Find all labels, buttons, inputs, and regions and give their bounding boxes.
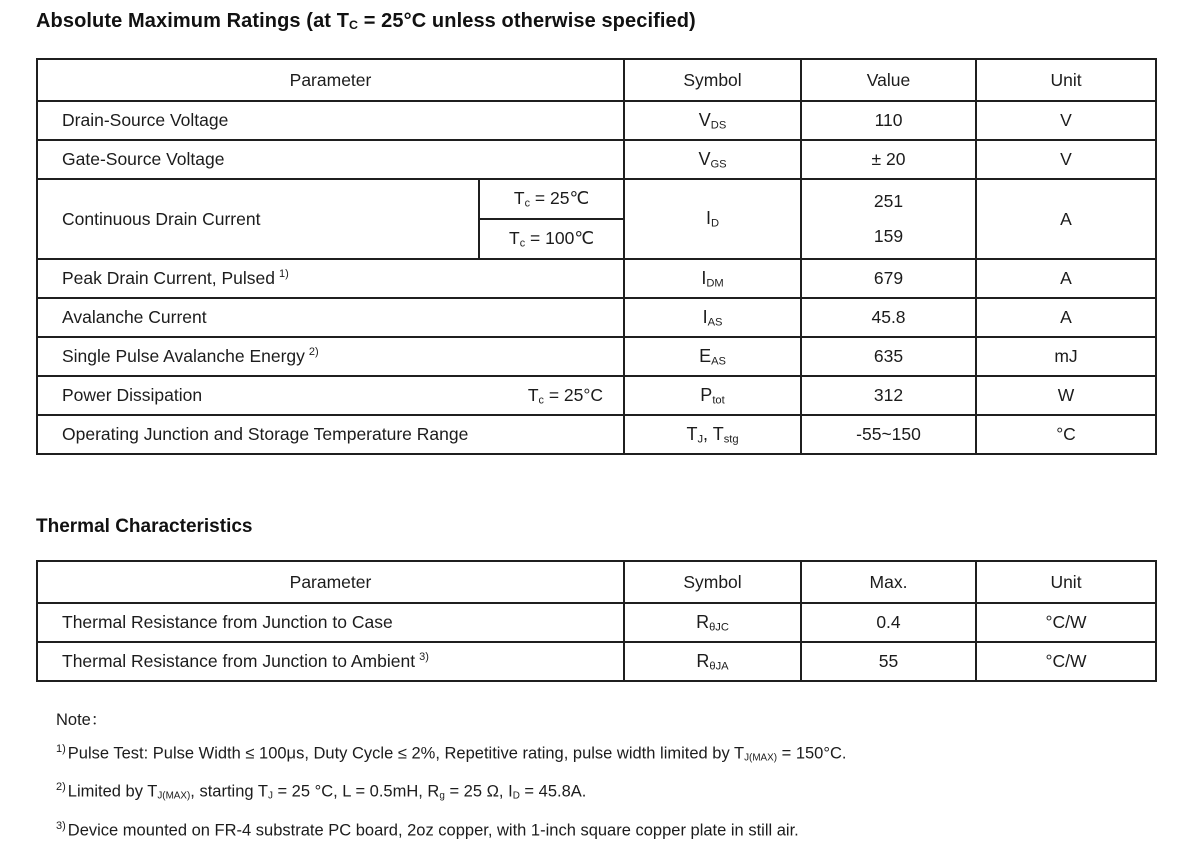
column-header-symbol: Symbol <box>624 59 801 101</box>
column-header-parameter: Parameter <box>37 561 624 603</box>
note-text: = 25 Ω, I <box>444 782 513 801</box>
symbol-subscript: DM <box>706 277 724 290</box>
table-header-row <box>37 59 1156 101</box>
note-text: , starting T <box>190 782 268 801</box>
symbol-subscript: DS <box>710 119 727 132</box>
cell-value: 0.4 <box>801 603 976 642</box>
cell-symbol <box>624 179 801 259</box>
note-text: = 25 °C, L = 0.5mH, R <box>272 782 440 801</box>
condition-main: T <box>509 228 520 249</box>
table-row <box>37 101 1156 140</box>
column-header-symbol: Symbol <box>624 561 801 603</box>
column-header-parameter: Parameter <box>37 59 624 101</box>
cell-value: 110 <box>801 101 976 140</box>
cell-symbol <box>624 642 801 681</box>
symbol-main: P <box>700 384 713 405</box>
table-row <box>37 337 1156 376</box>
note-3 <box>56 815 1156 842</box>
thermal-characteristics-table <box>36 560 1157 682</box>
note-text: Limited by T <box>67 782 158 801</box>
cell-parameter <box>37 642 624 681</box>
cell-value: -55~150 <box>801 415 976 454</box>
cell-parameter: Continuous Drain Current <box>37 179 479 259</box>
value-tc100: 159 <box>873 226 904 246</box>
cell-parameter <box>37 376 624 415</box>
symbol-subscript: J <box>697 433 704 446</box>
cell-symbol <box>624 415 801 454</box>
cell-value: 635 <box>801 337 976 376</box>
cell-unit: mJ <box>976 337 1156 376</box>
page-title <box>36 10 696 33</box>
table-row <box>37 298 1156 337</box>
symbol-subscript: tot <box>712 394 725 407</box>
cell-unit: W <box>976 376 1156 415</box>
footnote-ref: 1) <box>279 268 289 281</box>
column-header-unit: Unit <box>976 561 1156 603</box>
symbol-main: T <box>686 423 698 444</box>
cell-value: 679 <box>801 259 976 298</box>
table-row <box>37 140 1156 179</box>
column-header-max: Max. <box>801 561 976 603</box>
title-text: Absolute Maximum Ratings (at T <box>36 10 350 32</box>
cell-symbol <box>624 101 801 140</box>
cell-value: 45.8 <box>801 298 976 337</box>
cell-condition-tc100 <box>479 219 624 259</box>
table-row <box>37 603 1156 642</box>
footnote-ref: 3) <box>419 651 429 664</box>
cell-value <box>801 179 976 259</box>
cell-condition-tc25 <box>479 179 624 219</box>
note-subscript: J <box>267 790 273 802</box>
title-subscript: C <box>349 18 359 33</box>
notes-label: Note： <box>56 711 108 729</box>
condition-rest: = 25℃ <box>530 188 590 209</box>
cell-symbol <box>624 376 801 415</box>
note-ref: 2) <box>56 781 66 794</box>
symbol-subscript: AS <box>711 355 726 368</box>
condition-subscript: c <box>519 237 526 250</box>
symbol-subscript: GS <box>710 158 727 171</box>
cell-symbol <box>624 298 801 337</box>
title-text-rest: = 25°C unless otherwise specified) <box>358 10 696 32</box>
condition-subscript: c <box>538 394 544 407</box>
note-subscript: D <box>512 790 520 802</box>
cell-parameter: Thermal Resistance from Junction to Case <box>37 603 624 642</box>
symbol-main: I <box>702 306 708 327</box>
cell-unit: A <box>976 259 1156 298</box>
cell-unit: A <box>976 298 1156 337</box>
notes-section <box>56 706 1156 848</box>
cell-unit: °C/W <box>976 642 1156 681</box>
parameter-text: Single Pulse Avalanche Energy <box>62 346 305 366</box>
note-subscript: J(MAX) <box>744 752 778 764</box>
table-row <box>37 415 1156 454</box>
cell-parameter: Avalanche Current <box>37 298 624 337</box>
note-2 <box>56 776 1156 807</box>
symbol-main: I <box>701 267 707 288</box>
note-1 <box>56 738 1156 769</box>
symbol-subscript: D <box>710 217 720 230</box>
cell-unit: V <box>976 101 1156 140</box>
note-subscript: g <box>439 790 445 802</box>
cell-symbol <box>624 140 801 179</box>
table-header-row <box>37 561 1156 603</box>
cell-value: 55 <box>801 642 976 681</box>
symbol-main: V <box>698 148 711 169</box>
note-text: = 150°C. <box>777 744 847 763</box>
note-text: = 45.8A. <box>519 782 587 801</box>
condition-rest: = 25°C <box>543 384 604 405</box>
condition-rest: = 100℃ <box>525 228 594 249</box>
symbol-main: R <box>696 650 710 671</box>
cell-parameter <box>37 259 624 298</box>
symbol-subscript: stg <box>723 433 739 446</box>
cell-value: ± 20 <box>801 140 976 179</box>
cell-parameter: Operating Junction and Storage Temperature Range <box>37 415 624 454</box>
cell-symbol <box>624 337 801 376</box>
note-text: Device mounted on FR-4 substrate PC board, 2oz copper, with 1-inch square copper plate in still air. <box>67 821 799 840</box>
cell-parameter <box>37 337 624 376</box>
condition-main: T <box>527 384 539 405</box>
condition-main: T <box>513 188 525 209</box>
cell-symbol <box>624 259 801 298</box>
symbol-subscript: AS <box>707 316 723 329</box>
cell-parameter: Drain-Source Voltage <box>37 101 624 140</box>
symbol-main: R <box>696 611 710 632</box>
symbol-subscript: θJC <box>709 621 729 634</box>
cell-value: 312 <box>801 376 976 415</box>
table-row <box>37 259 1156 298</box>
column-header-value: Value <box>801 59 976 101</box>
symbol-subscript: θJA <box>709 660 729 673</box>
cell-unit: °C <box>976 415 1156 454</box>
table-row <box>37 642 1156 681</box>
symbol-main: E <box>699 345 712 366</box>
cell-symbol <box>624 603 801 642</box>
note-ref: 3) <box>56 819 66 832</box>
cell-unit: °C/W <box>976 603 1156 642</box>
parameter-text: Peak Drain Current, Pulsed <box>62 268 276 288</box>
note-text: Pulse Test: Pulse Width ≤ 100μs, Duty Cycle ≤ 2%, Repetitive rating, pulse width limited by T <box>67 744 745 763</box>
absolute-maximum-ratings-table <box>36 58 1157 455</box>
note-subscript: J(MAX) <box>157 790 191 802</box>
table-row <box>37 179 1156 219</box>
symbol-main: I <box>705 208 711 229</box>
table-row <box>37 376 1156 415</box>
condition-text <box>528 385 603 406</box>
note-ref: 1) <box>56 743 66 755</box>
cell-unit: A <box>976 179 1156 259</box>
parameter-text: Power Dissipation <box>62 385 203 405</box>
condition-subscript: c <box>524 197 531 210</box>
footnote-ref: 2) <box>308 346 319 359</box>
column-header-unit: Unit <box>976 59 1156 101</box>
parameter-text: Thermal Resistance from Junction to Ambient <box>62 651 416 671</box>
symbol-main: T <box>712 423 724 444</box>
cell-unit: V <box>976 140 1156 179</box>
value-tc25: 251 <box>873 191 904 211</box>
symbol-main: V <box>698 109 711 130</box>
symbol-separator: , <box>703 423 713 444</box>
thermal-section-title: Thermal Characteristics <box>36 516 253 537</box>
cell-parameter: Gate-Source Voltage <box>37 140 624 179</box>
